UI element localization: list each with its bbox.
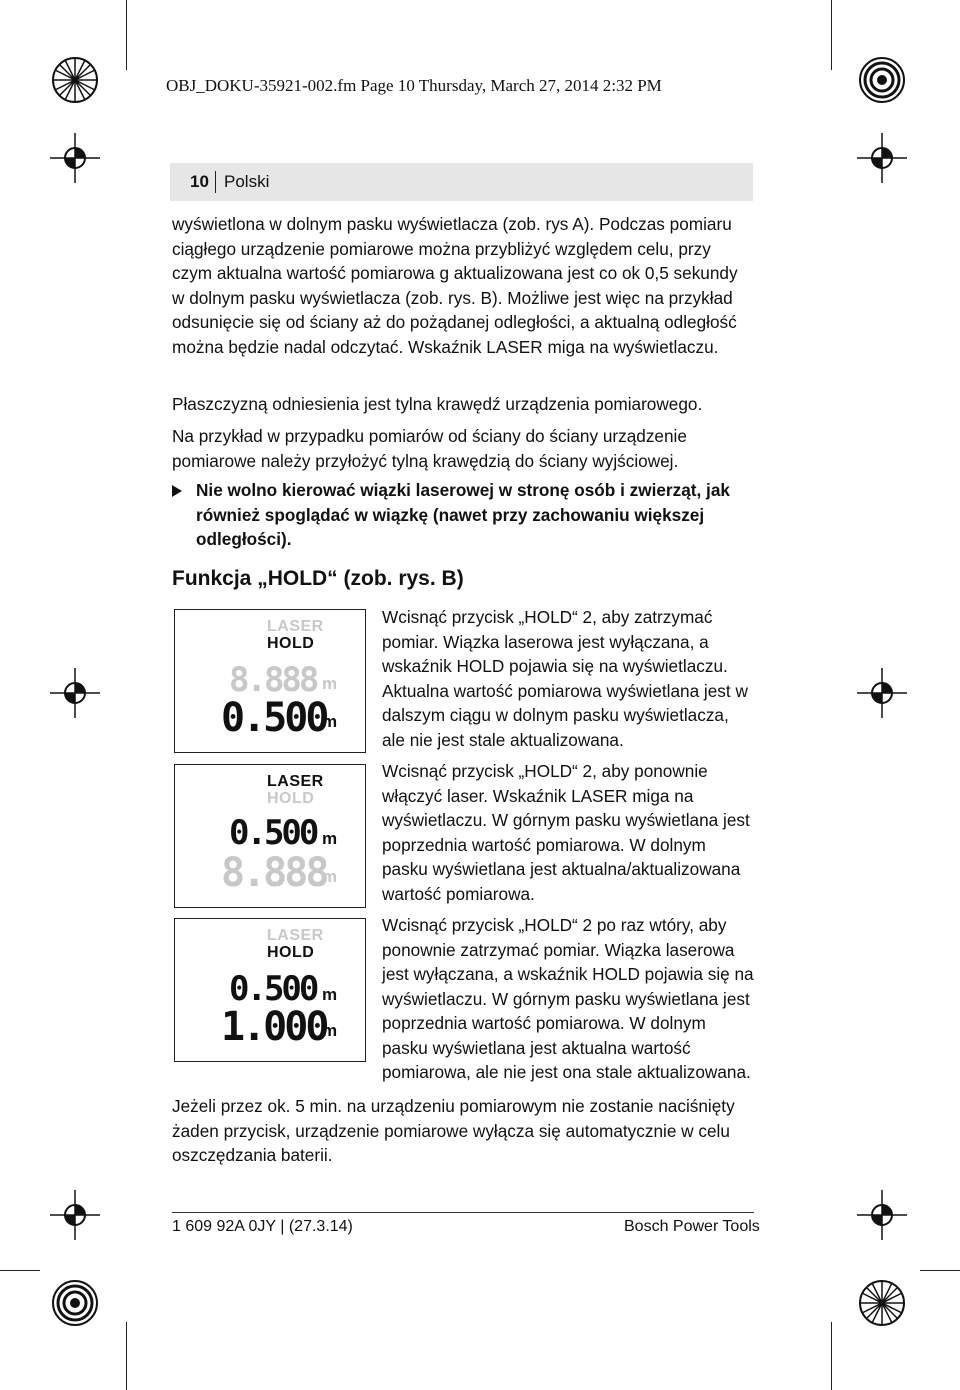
page-language: Polski: [224, 172, 270, 191]
hold-indicator: HOLD: [267, 944, 315, 961]
footer-document-code: 1 609 92A 0JY | (27.3.14): [172, 1218, 353, 1235]
crop-line: [831, 0, 832, 70]
document-slug: OBJ_DOKU-35921-002.fm Page 10 Thursday, March 27, 2014 2:32 PM: [166, 76, 662, 95]
registration-mark-top-left: [45, 50, 105, 115]
laser-indicator: LASER: [267, 773, 324, 790]
closing-paragraph: Jeżeli przez ok. 5 min. na urządzeniu pomiarowym nie zostanie naciśnięty żaden przycisk, urządzenie pomiarowe wyłącza się automatycznie w celu oszczędzania baterii.: [172, 1096, 735, 1165]
example-paragraph: Na przykład w przypadku pomiarów od ściany do ściany urządzenie pomiarowe należy przyłożyć tylną krawędzią do ściany wyjściowej.: [172, 426, 687, 471]
top-reading: 0.500: [229, 969, 317, 1009]
hold-step-2: Wcisnąć przycisk „HOLD“ 2, aby ponownie włączyć laser. Wskaźnik LASER miga na wyświetlaczu. W górnym pasku wyświetlana jest poprzednia wartość pomiarowa. W dolnym pasku wyświetlana jest aktualna/aktualizowana wartość pomiarowa.: [382, 761, 750, 904]
crop-line: [126, 0, 127, 70]
crosshair-mark: [857, 668, 907, 723]
intro-paragraph: wyświetlona w dolnym pasku wyświetlacza (zob. rys A). Podczas pomiaru ciągłego urządzenie pomiarowe można przybliżyć względem celu, przy czym aktualna wartość pomiarowa g aktualizowana jest co ok 0,5 sekundy w dolnym pasku wyświetlacza (zob. rys. B). Możliwe jest więc na przykład odsunięcie się od ściany aż do pożądanej odległości, a aktualną odległość można będzie nadal odczytać. Wskaźnik LASER miga na wyświetlaczu.: [172, 214, 738, 357]
lcd-display-2: [174, 764, 366, 908]
top-unit: m: [322, 985, 338, 1004]
lcd-display-3: [174, 918, 366, 1062]
section-title: Funkcja „HOLD“ (zob. rys. B): [172, 567, 464, 590]
hold-indicator: HOLD: [267, 790, 315, 807]
header-divider: [215, 171, 216, 193]
footer-brand: Bosch Power Tools: [624, 1218, 760, 1235]
laser-indicator: LASER: [267, 927, 324, 944]
reference-paragraph: Płaszczyzną odniesienia jest tylna krawędź urządzenia pomiarowego.: [172, 394, 703, 414]
laser-indicator: LASER: [267, 618, 324, 635]
warning-text: Nie wolno kierować wiązki laserowej w stronę osób i zwierząt, jak również spoglądać w wiązkę (nawet przy zachowaniu większej odległości).: [196, 480, 730, 549]
page-number: 10: [190, 172, 209, 191]
hold-step-1: Wcisnąć przycisk „HOLD“ 2, aby zatrzymać pomiar. Wiązka laserowa jest wyłączana, a wskaźnik HOLD pojawia się na wyświetlaczu. Aktualna wartość pomiarowa wyświetlana jest w dalszym ciągu w dolnym pasku wyświetlacza, ale nie jest stale aktualizowana.: [382, 607, 748, 750]
crop-line: [920, 1270, 960, 1271]
top-reading: 0.500: [229, 813, 317, 853]
page-header: [170, 163, 753, 201]
triangle-bullet-icon: [172, 485, 182, 497]
hold-step-3: Wcisnąć przycisk „HOLD“ 2 po raz wtóry, aby ponownie zatrzymać pomiar. Wiązka laserowa jest wyłączana, a wskaźnik HOLD pojawia się na wyświetlaczu. W górnym pasku wyświetlana jest poprzednia wartość pomiarowa. W dolnym pasku wyświetlana jest aktualna wartość pomiarowa, ale nie jest ona stale aktualizowana.: [382, 915, 754, 1082]
footer-rule: [172, 1212, 754, 1213]
bottom-reading: 0.500: [221, 695, 327, 741]
crosshair-mark: [857, 1190, 907, 1245]
top-unit: m: [322, 829, 338, 848]
crop-line: [831, 1322, 832, 1390]
crosshair-mark: [50, 1190, 100, 1245]
crop-line: [0, 1270, 40, 1271]
bottom-unit: m: [322, 867, 338, 886]
bottom-reading: 8.888: [221, 850, 327, 896]
crosshair-mark: [50, 668, 100, 723]
registration-mark-bottom-left: [45, 1273, 105, 1338]
lcd-display-1: [174, 609, 366, 753]
bottom-reading: 1.000: [221, 1004, 327, 1050]
top-unit: m: [322, 674, 338, 693]
crop-line: [126, 1322, 127, 1390]
top-reading: 8.888: [229, 660, 317, 700]
hold-indicator: HOLD: [267, 635, 315, 652]
bottom-unit: m: [322, 1021, 338, 1040]
crosshair-mark: [857, 133, 907, 188]
bottom-unit: m: [322, 712, 338, 731]
crosshair-mark: [50, 133, 100, 188]
registration-mark-bottom-right: [852, 1273, 912, 1338]
registration-mark-top-right: [852, 50, 912, 115]
